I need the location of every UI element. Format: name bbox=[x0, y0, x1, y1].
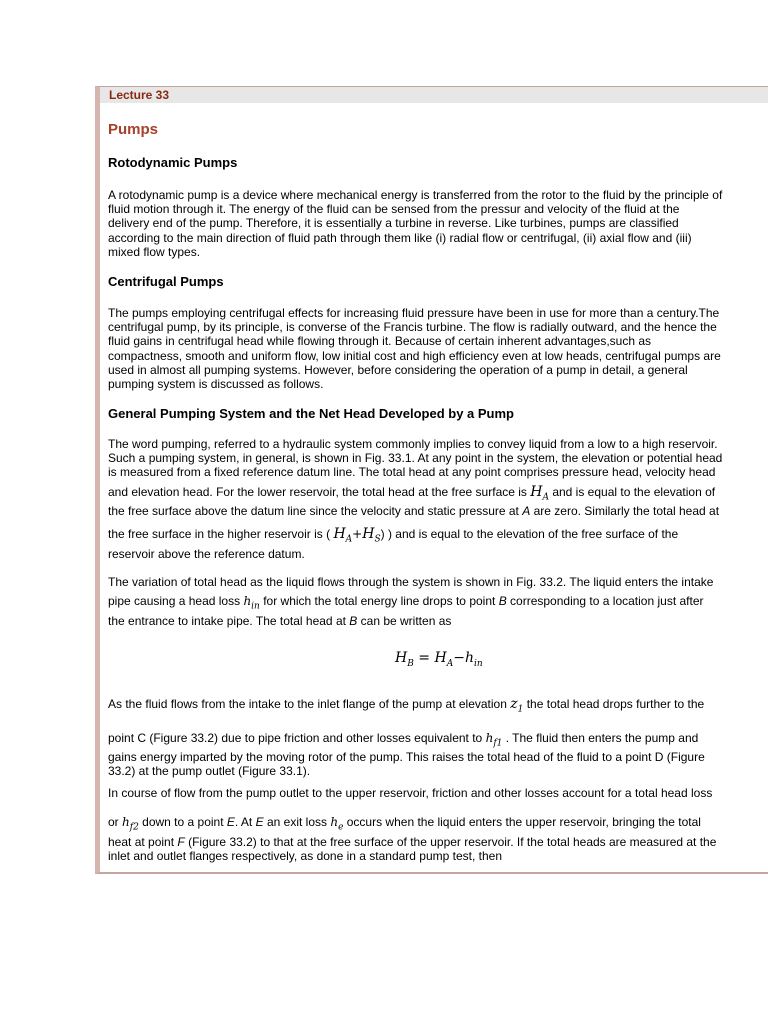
text-line bbox=[108, 697, 768, 717]
text-line: The word pumping, referred to a hydraulic system commonly implies to convey liquid from a low to a high reservoir. bbox=[108, 437, 718, 451]
text-line: or $h_{f2}$ down to a point E. At E an exit loss $h_e$ occurs when the liquid enters the upper reservoir, bringing the total bbox=[108, 815, 701, 833]
text-run: or bbox=[108, 815, 119, 830]
heading-centrifugal-pumps: Centrifugal Pumps bbox=[108, 274, 224, 289]
text-line: centrifugal pump, by its principle, is converse of the Francis turbine. The flow is radially outward, and the hence the bbox=[108, 320, 717, 335]
text-line: pipe causing a head loss $h_{in}$ for which the total energy line drops to point B corresponding to a location just after bbox=[108, 594, 704, 612]
text-line: mixed flow types. bbox=[108, 244, 201, 259]
text-run: heat at point bbox=[108, 834, 175, 849]
paragraph-rotodynamic bbox=[108, 188, 768, 259]
heading-general-pumping-system: General Pumping System and the Net Head Developed by a Pump bbox=[108, 406, 514, 421]
paragraph-pumping-system bbox=[108, 437, 768, 561]
math-head-loss-in: $h_{in}$ bbox=[243, 594, 260, 612]
text-run: pipe causing a head loss bbox=[108, 594, 241, 609]
text-run: the total head drops further to the bbox=[526, 697, 705, 711]
text-run: for which the total energy line drops to point bbox=[263, 594, 496, 609]
paragraph-centrifugal bbox=[108, 306, 768, 391]
text-line: according to the main direction of fluid path through them like (i) radial flow or centrifugal, (ii) axial flow and (iii) bbox=[108, 230, 692, 245]
text-line: fluid gains in centrifugal head while flowing through it. Because of certain inherent advantages,such as bbox=[108, 334, 652, 349]
text-line: Such a pumping system, in general, is shown in Fig. 33.1. At any point in the system, the elevation or potential head bbox=[108, 451, 723, 466]
text-line: delivery end of the pump. Therefore, it is essentially a turbine in reverse. Like turbines, pumps are classified bbox=[108, 216, 679, 231]
text-line: gains energy imparted by the moving rotor of the pump. This raises the total head of the fluid to a point D (Figure bbox=[108, 750, 705, 765]
page-title: Pumps bbox=[108, 121, 159, 138]
text-run: (Figure 33.2) to that at the free surface of the upper reservoir. If the total heads are measured at the bbox=[188, 834, 717, 849]
text-run: point C (Figure 33.2) due to pipe friction and other losses equivalent to bbox=[108, 730, 483, 745]
text-run: corresponding to a location just after bbox=[510, 594, 704, 609]
text-run: can be written as bbox=[360, 613, 452, 628]
text-line: 33.2) at the pump outlet (Figure 33.1). bbox=[108, 764, 311, 779]
text-line: inlet and outlet flanges respectively, as done in a standard pump test, then bbox=[108, 849, 503, 863]
math-hf1: $h_{f1}$ bbox=[485, 730, 503, 748]
math-head-A: $H_A$ bbox=[530, 483, 549, 502]
math-hf2: $h_{f2}$ bbox=[122, 815, 139, 833]
text-run: an exit loss bbox=[266, 815, 327, 830]
paragraph-inlet-flange bbox=[108, 697, 768, 779]
heading-rotodynamic-pumps: Rotodynamic Pumps bbox=[108, 155, 238, 170]
text-run: and is equal to the elevation of bbox=[552, 484, 716, 499]
text-line: heat at point F (Figure 33.2) to that at the free surface of the upper reservoir. If the total heads are measured at the bbox=[108, 834, 717, 849]
text-run: . The fluid then enters the pump and bbox=[505, 730, 699, 745]
text-run: are zero. Similarly the total head at bbox=[533, 504, 720, 519]
lecture-header-bar bbox=[100, 87, 768, 103]
math-he: $h_e$ bbox=[330, 815, 344, 833]
text-line: is measured from a fixed reference datum line. The total head at any point comprises pressure head, velocity head bbox=[108, 465, 716, 480]
paragraph-outlet-losses bbox=[108, 786, 768, 863]
text-line: The pumps employing centrifugal effects for increasing fluid pressure have been in use for more than a century.The bbox=[108, 306, 720, 320]
text-run: As the fluid flows from the intake to the inlet flange of the pump at elevation bbox=[108, 697, 507, 711]
text-run: the free surface in the higher reservoir is ( bbox=[108, 527, 331, 542]
text-run: the free surface above the datum line since the velocity and static pressure at bbox=[108, 504, 519, 519]
text-line: used in almost all pumping systems. However, before considering the operation of a pump in detail, a general bbox=[108, 362, 688, 377]
text-run: ) and is equal to the elevation of the free surface of the bbox=[387, 527, 679, 542]
text-line: the entrance to intake pipe. The total head at B can be written as bbox=[108, 613, 452, 628]
math-head-A-plus-S: $H_A+H_S$ bbox=[333, 526, 381, 545]
text-run: and elevation head. For the lower reservoir, the total head at the free surface is bbox=[108, 484, 527, 499]
text-line: reservoir above the reference datum. bbox=[108, 547, 305, 561]
text-run: occurs when the liquid enters the upper reservoir, bringing the total bbox=[346, 815, 701, 830]
text-line: compactness, smooth and uniform flow, low initial cost and high efficiency even at low heads, centrifugal pumps are bbox=[108, 348, 721, 363]
text-line: In course of flow from the pump outlet to the upper reservoir, friction and other losses account for a total head loss bbox=[108, 786, 713, 800]
text-line bbox=[108, 504, 768, 518]
lecture-label: Lecture 33 bbox=[109, 88, 170, 102]
text-line: A rotodynamic pump is a device where mechanical energy is transferred from the rotor to the fluid by the principle of bbox=[108, 188, 723, 202]
paragraph-head-variation bbox=[108, 575, 768, 628]
text-run: the entrance to intake pipe. The total head at bbox=[108, 613, 346, 628]
text-run: A bbox=[522, 504, 531, 519]
text-line bbox=[108, 731, 768, 751]
text-line: pumping system is discussed as follows. bbox=[108, 377, 324, 392]
text-line: fluid motion through it. The energy of the fluid can be sensed from the pressur and velocity of the fluid at the bbox=[108, 202, 680, 217]
text-line bbox=[108, 485, 768, 505]
text-run: down to a point bbox=[142, 815, 224, 830]
math-z1: $z_1$ bbox=[510, 696, 524, 715]
text-line: the free surface in the higher reservoir is ( $H_A+H_S$) ) and is equal to the elevation of the free surface of the bbox=[108, 526, 679, 545]
text-line: The variation of total head as the liquid flows through the system is shown in Fig. 33.2. The liquid enters the intake bbox=[108, 575, 714, 589]
equation-head-B: $H_B = H_A-h_{in}$ bbox=[395, 650, 483, 669]
